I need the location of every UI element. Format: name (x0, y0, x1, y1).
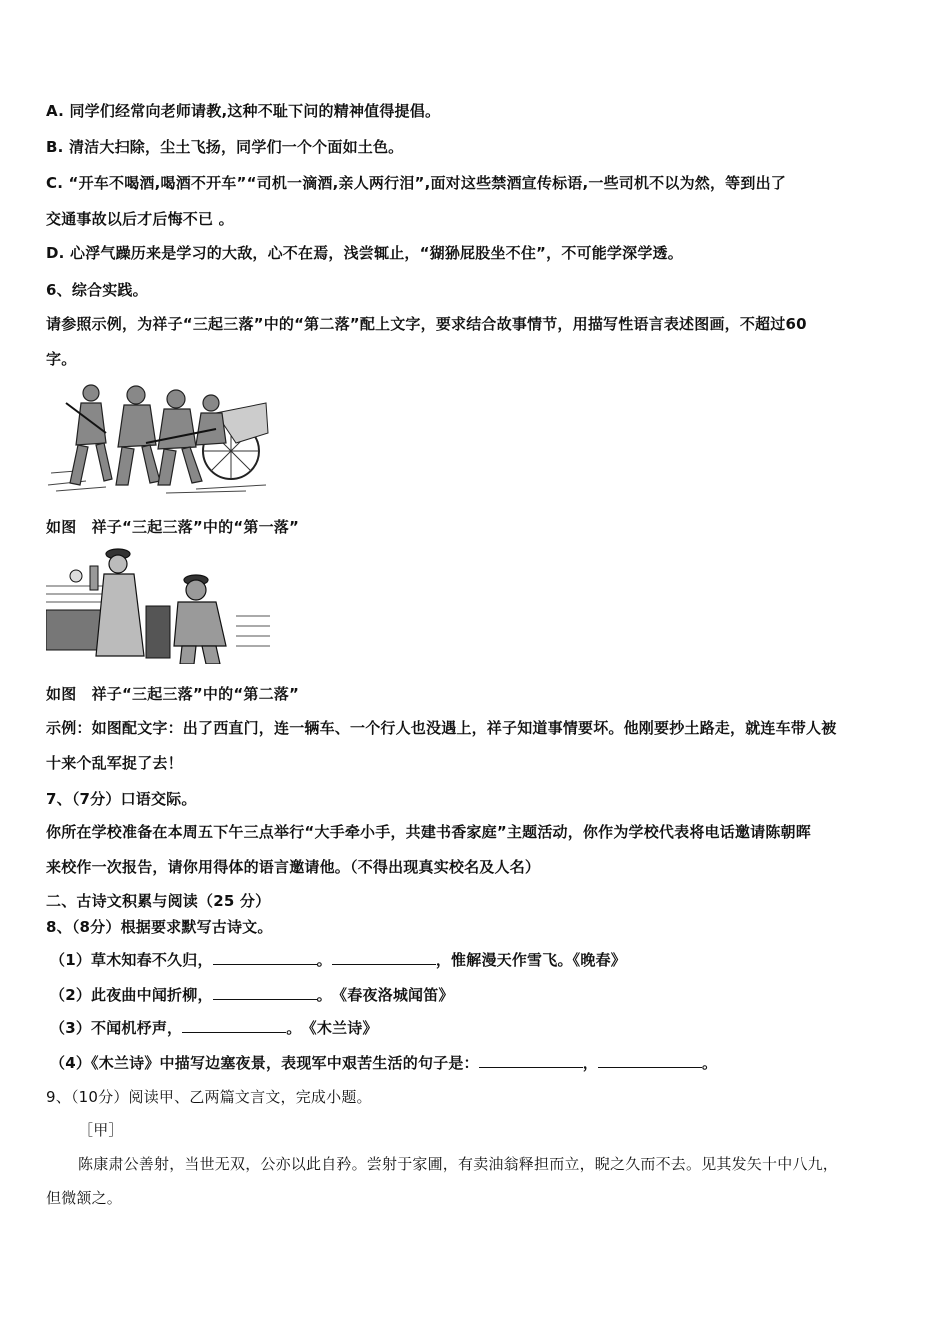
q6-example-line1: 示例：如图配文字：出了西直门，连一辆车、一个行人也没遇上，祥子知道事情要坏。他刚要抄土路走，就连车带人被 (46, 719, 837, 737)
q7-text-line1: 你所在学校准备在本周五下午三点举行“大手牵小手，共建书香家庭”主题活动，你作为学校代表将电话邀请陈朝晖 (46, 823, 811, 841)
q8-item-2-text-b: 。 《春夜洛城闻笛》 (316, 986, 454, 1004)
q8-item-4 (50, 1053, 717, 1073)
illustration-second-fall (46, 546, 270, 664)
option-b-letter: B. (46, 138, 64, 156)
q8-item-1-text-b: 。 (316, 951, 332, 969)
q8-item-2-text-a: （2）此夜曲中闻折柳， (50, 986, 213, 1004)
q8-item-1-blank-2[interactable] (332, 950, 436, 965)
q8-item-1-text-a: （1）草木知春不久归， (50, 951, 213, 969)
q8-item-2-blank[interactable] (213, 985, 317, 1000)
option-d-letter: D. (46, 244, 65, 262)
q8-item-4-blank-2[interactable] (598, 1053, 702, 1068)
q8-title: 8、（8分）根据要求默写古诗文。 (46, 918, 273, 936)
option-c-letter: C. (46, 174, 64, 192)
illustration-first-fall (46, 373, 270, 495)
q8-item-1-text-c: ，惟解漫天作雪飞。《晚春》 (435, 951, 626, 969)
option-c-continued: 交通事故以后才后悔不已 。 (46, 210, 234, 228)
option-c-text: “开车不喝酒,喝酒不开车”“司机一滴酒,亲人两行泪”,面对这些禁酒宣传标语,一些司机不以为然，等到出了 (68, 174, 786, 192)
option-a-text: 同学们经常向老师请教,这种不耻下问的精神值得提倡。 (69, 102, 441, 120)
q8-item-2 (50, 985, 454, 1005)
q8-item-1-blank-1[interactable] (213, 950, 317, 965)
q6-prompt-line2: 字。 (46, 350, 77, 368)
option-b (46, 137, 403, 157)
option-a (46, 101, 440, 121)
q8-item-3-text-b: 。 《木兰诗》 (286, 1019, 378, 1037)
q8-item-4-text-a: （4）《木兰诗》中描写边塞夜景，表现军中艰苦生活的句子是： (50, 1054, 479, 1072)
q6-caption-second-fall: 如图 祥子“三起三落”中的“第二落” (46, 685, 300, 703)
q8-item-3-text-a: （3）不闻机杼声， (50, 1019, 183, 1037)
q9-passage-label: ［甲］ (78, 1121, 124, 1139)
q6-example-line2: 十来个乱军捉了去！ (46, 754, 183, 772)
q8-item-4-text-c: 。 (701, 1054, 718, 1072)
option-d (46, 243, 683, 263)
q8-item-3-blank[interactable] (182, 1018, 286, 1033)
option-d-text: 心浮气躁历来是学习的大敌，心不在焉，浅尝辄止，“猢狲屁股坐不住”，不可能学深学透。 (70, 244, 683, 262)
q7-text-line2: 来校作一次报告，请你用得体的语言邀请他。（不得出现真实校名及人名） (46, 858, 541, 876)
q6-caption-first-fall: 如图 祥子“三起三落”中的“第一落” (46, 518, 300, 536)
q9-title: 9、（10分）阅读甲、乙两篇文言文，完成小题。 (46, 1088, 372, 1106)
q8-item-1 (50, 950, 626, 970)
option-b-text: 清洁大扫除，尘土飞扬，同学们一个个面如土色。 (68, 138, 404, 156)
q9-passage-line1: 陈康肃公善射，当世无双，公亦以此自矜。尝射于家圃，有卖油翁释担而立，睨之久而不去。见其发矢十中八九， (78, 1155, 839, 1173)
q8-item-4-blank-1[interactable] (479, 1053, 583, 1068)
q6-title: 6、综合实践。 (46, 281, 148, 299)
option-a-letter: A. (46, 102, 64, 120)
q6-prompt-line1: 请参照示例，为祥子“三起三落”中的“第二落”配上文字，要求结合故事情节，用描写性语言表述图画，不超过60 (46, 315, 807, 333)
section-2-heading: 二、古诗文积累与阅读（25 分） (46, 892, 271, 910)
option-c (46, 173, 786, 193)
q8-item-4-text-b: ， (582, 1054, 598, 1072)
q9-passage-line2: 但微颔之。 (46, 1189, 123, 1207)
q8-item-3 (50, 1018, 378, 1038)
q7-title: 7、（7分）口语交际。 (46, 790, 197, 808)
